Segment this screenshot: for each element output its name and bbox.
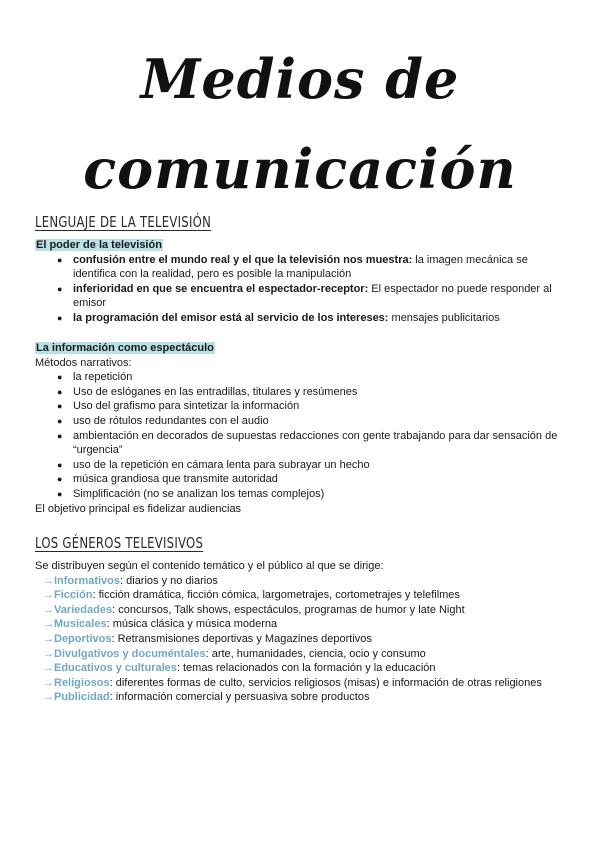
genre-line (35, 603, 565, 618)
genre-name: Musicales (54, 618, 107, 631)
bullet-icon: ● (57, 488, 63, 499)
genre-line (35, 632, 565, 647)
genre-line (35, 690, 565, 705)
genre-text: : música clásica y música moderna (106, 618, 278, 631)
bullet-icon: ● (57, 372, 63, 383)
bullet-icon: ● (57, 430, 63, 441)
intro-metodos: Métodos narrativos: (35, 356, 132, 369)
bullet-icon: ● (57, 312, 63, 323)
arrow-icon: → (43, 574, 54, 587)
arrow-icon: → (43, 603, 54, 616)
genre-line (35, 588, 565, 603)
genre-text: : arte, humanidades, ciencia, ocio y consumo (205, 647, 426, 660)
bullet-icon: ● (57, 459, 63, 470)
subheading-informacion: La información como espectáculo (36, 342, 214, 354)
genre-name: Educativos y culturales (54, 662, 177, 675)
bullet-icon: ● (57, 386, 63, 397)
list-item-text: mensajes publicitarios (388, 311, 500, 324)
list-item: ● Uso de eslóganes en las entradillas, titulares y resúmenes (57, 385, 358, 398)
bullet-icon: ● (57, 415, 63, 426)
arrow-icon: → (43, 647, 54, 660)
bullet-icon: ● (57, 401, 63, 412)
genre-text: : temas relacionados con la formación y la educación (176, 662, 436, 675)
list-item: ● la repetición (57, 371, 133, 384)
genre-name: Publicidad (54, 691, 110, 704)
list-item: ● Uso del grafismo para sintetizar la información (57, 400, 300, 413)
genre-text: : diferentes formas de culto, servicios religiosos (misas) e información de otras religiones (109, 676, 542, 689)
genre-text: : Retransmisiones deportivas y Magazines deportivos (111, 632, 372, 645)
genre-line (35, 574, 565, 589)
arrow-icon: → (43, 691, 54, 704)
genre-text: : diarios y no diarios (120, 574, 218, 587)
genre-name: Variedades (54, 603, 113, 616)
genre-line (35, 647, 565, 662)
poder-list (35, 253, 565, 326)
arrow-icon: → (43, 676, 54, 689)
list-item: ● ambientación en decorados de supuestas redacciones con gente trabajando para dar sensación de “urgencia” (57, 429, 558, 457)
genre-name: Divulgativos y documéntales (54, 647, 206, 660)
page-title-line1: Medios de (140, 47, 460, 111)
list-item: ● uso de la repetición en cámara lenta para subrayar un hecho (57, 458, 370, 471)
list-item (57, 282, 565, 311)
genre-name: Informativos (54, 574, 121, 587)
genre-text: : información comercial y persuasiva sobre productos (109, 691, 370, 704)
section-heading-generos: LOS GÉNEROS TELEVISIVOS (35, 534, 204, 552)
list-item-bold: confusión entre el mundo real y el que la televisión nos muestra: (73, 253, 413, 266)
closing-text: El objetivo principal es fidelizar audiencias (35, 502, 242, 515)
list-item-bold: inferioridad en que se encuentra el espectador-receptor: (73, 282, 369, 295)
genre-name: Ficción (54, 589, 93, 602)
genre-name: Deportivos (54, 632, 112, 645)
genre-line (35, 661, 565, 676)
generos-intro: Se distribuyen según el contenido temático y el público al que se dirige: (35, 560, 384, 572)
list-item (57, 253, 565, 282)
section-heading-lenguaje: LENGUAJE DE LA TELEVISIÓN (35, 213, 212, 231)
list-item-text: El espectador no puede responder al emisor (73, 282, 552, 310)
informacion-block (35, 341, 565, 516)
list-item-text: la imagen mecánica se identifica con la realidad, pero es posible la manipulación (73, 253, 528, 281)
genre-text: : ficción dramática, ficción cómica, largometrajes, cortometrajes y telefilmes (92, 589, 460, 602)
genre-line (35, 617, 565, 632)
generos-block (35, 559, 565, 705)
genre-text: : concursos, Talk shows, espectáculos, programas de humor y late Night (112, 603, 465, 616)
list-item: ● uso de rótulos redundantes con el audio (57, 414, 269, 427)
list-item: ● música grandiosa que transmite autoridad (57, 473, 278, 486)
bullet-icon: ● (57, 254, 63, 265)
arrow-icon: → (43, 589, 54, 602)
arrow-icon: → (43, 662, 54, 675)
list-item: ● Simplificación (no se analizan los temas complejos) (57, 487, 325, 500)
arrow-icon: → (43, 632, 54, 645)
poder-block (35, 238, 565, 326)
subheading-poder: El poder de la televisión (36, 239, 162, 251)
list-item (57, 311, 565, 326)
genre-name: Religiosos (54, 676, 110, 689)
metodos-list (35, 370, 565, 501)
page-title-line2: comunicación (83, 137, 517, 201)
genre-line (35, 676, 565, 691)
bullet-icon: ● (57, 283, 63, 294)
arrow-icon: → (43, 618, 54, 631)
list-item-bold: la programación del emisor está al servicio de los intereses: (73, 311, 389, 324)
bullet-icon: ● (57, 474, 63, 485)
